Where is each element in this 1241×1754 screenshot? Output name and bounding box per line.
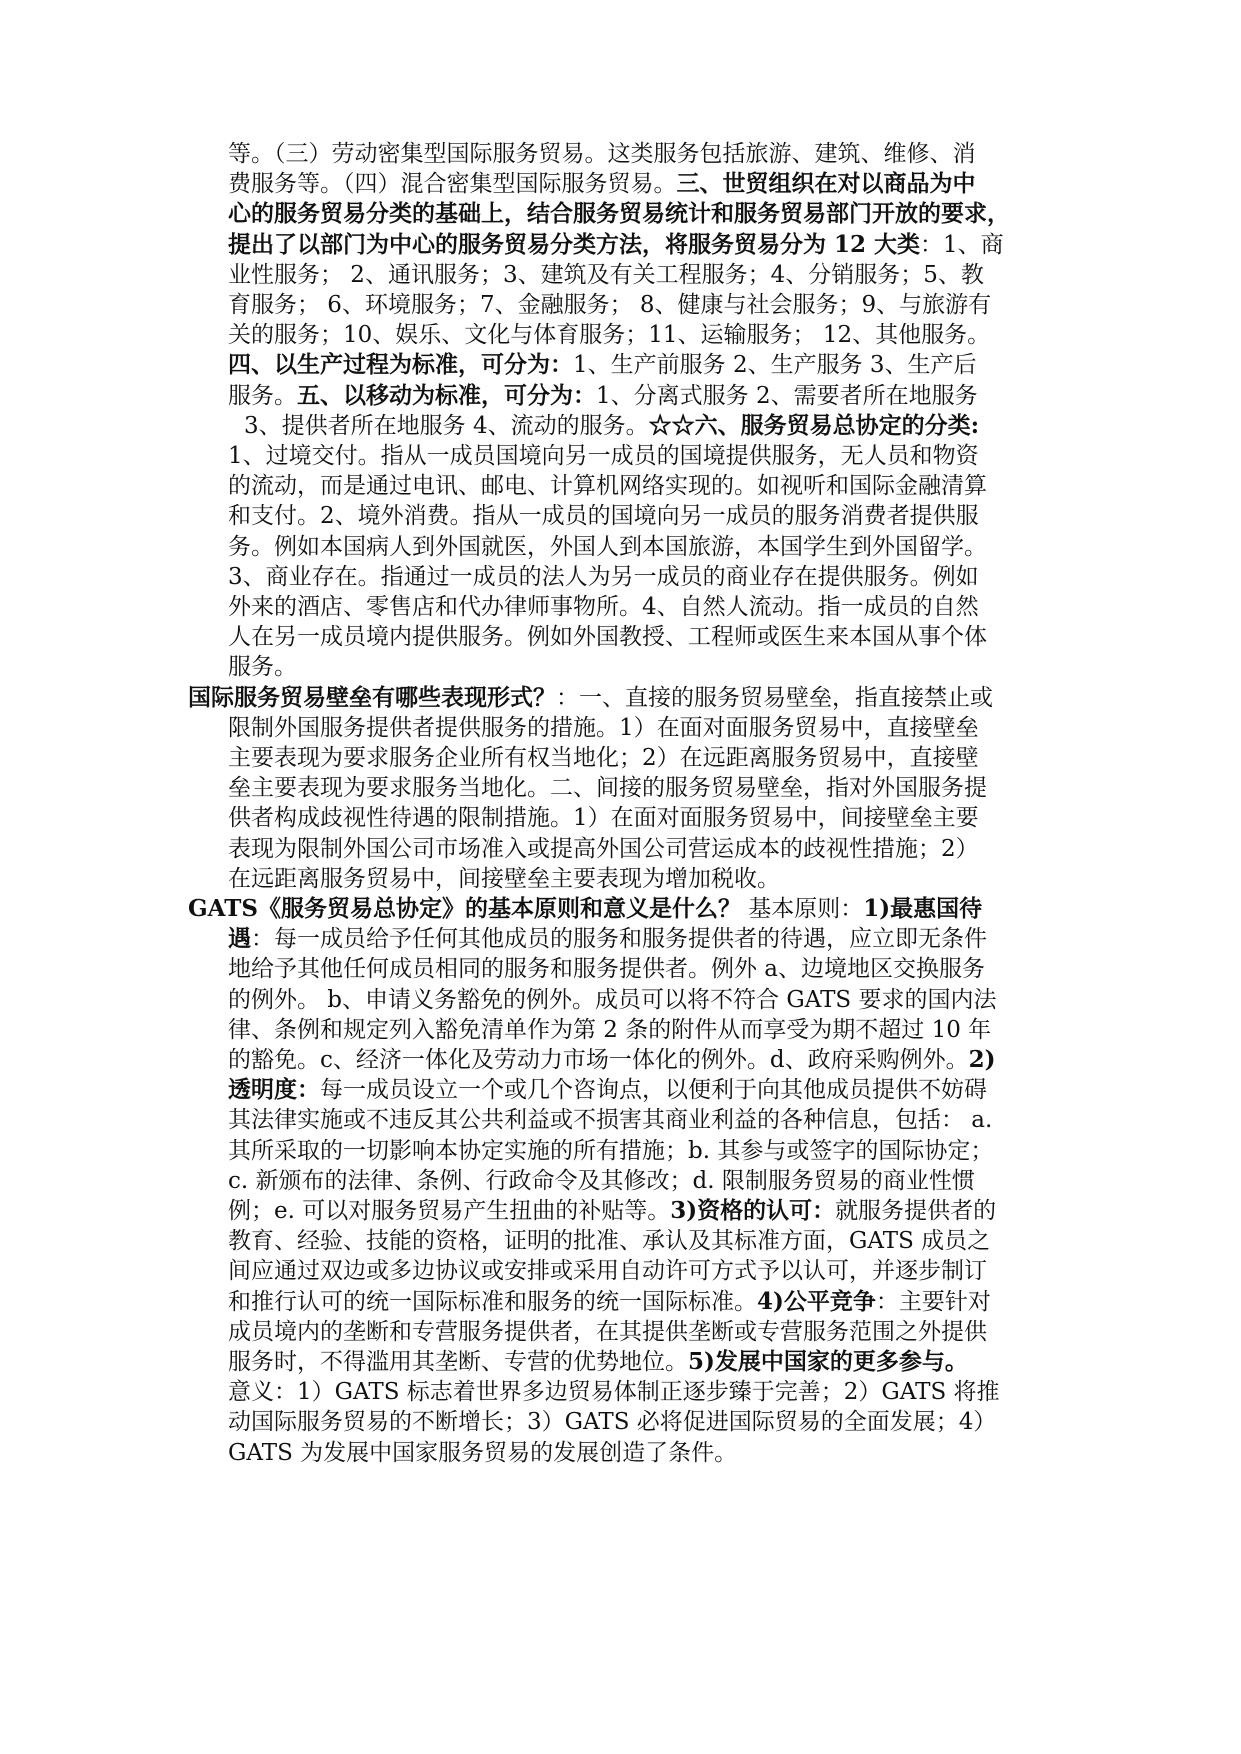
text-segment: 间应通过双边或多边协议或安排或采用自动许可方式予以认可，并逐步制订 xyxy=(228,1258,987,1285)
bold-text: 4)公平竞争 xyxy=(757,1287,876,1315)
text-line xyxy=(228,1436,737,1470)
text-segment: 务。例如本国病人到外国就医，外国人到本国旅游，本国学生到外国留学。 xyxy=(228,533,987,560)
text-line xyxy=(228,1405,996,1439)
text-line xyxy=(228,1103,992,1137)
text-line xyxy=(228,590,979,624)
text-segment: 的豁免。c、经济一体化及劳动力市场一体化的例外。d、政府采购例外。 xyxy=(228,1047,969,1073)
text-line xyxy=(228,228,1004,262)
text-segment: 人在另一成员境内提供服务。例如外国教授、工程师或医生来本国从事个体 xyxy=(228,624,987,651)
text-line xyxy=(244,409,979,443)
text-segment: 和支付。2、境外消费。指从一成员的国境向另一成员的服务消费者提供服 xyxy=(228,503,979,530)
bold-text: 1)最惠国待 xyxy=(863,895,983,922)
text-segment: ：一、直接的服务贸易壁垒，指直接禁止或 xyxy=(556,684,993,711)
text-segment: 律、条例和规定列入豁免清单作为第 2 条的附件从而享受为期不超过 10 年 xyxy=(228,1016,992,1043)
text-line xyxy=(228,862,780,896)
text-line xyxy=(228,620,987,654)
bold-text: 3)资格的认可： xyxy=(670,1197,836,1224)
text-line xyxy=(228,1285,991,1319)
bold-text: 四、以生产过程为标准，可分为： xyxy=(228,351,573,379)
text-segment: c. 新颁布的法律、条例、行政命令及其修改；d. 限制服务贸易的商业性惯 xyxy=(228,1167,975,1194)
bold-text: 提出了以部门为中心的服务贸易分类方法，将服务贸易分为 12 大类 xyxy=(228,230,921,258)
text-line xyxy=(228,137,976,171)
text-line xyxy=(228,348,977,382)
text-line xyxy=(228,1224,990,1258)
text-line xyxy=(228,983,996,1017)
text-segment: 的例外。 b、申请义务豁免的例外。成员可以将不符合 GATS 要求的国内法 xyxy=(228,986,997,1013)
bold-text: 五、以移动为标准，可分为： xyxy=(297,381,596,409)
text-line xyxy=(188,892,982,926)
text-line xyxy=(228,1013,991,1047)
text-line xyxy=(228,1254,987,1288)
text-line xyxy=(188,681,993,715)
text-segment: 等。（三）劳动密集型国际服务贸易。这类服务包括旅游、建筑、维修、消 xyxy=(228,141,976,167)
bold-text: ☆☆六、服务贸易总协定的分类: xyxy=(648,411,980,439)
text-segment: GATS 为发展中国家服务贸易的发展创造了条件。 xyxy=(228,1439,738,1466)
text-line xyxy=(228,499,979,533)
text-segment: 教育、经验、技能的资格，证明的批准、承认及其标准方面，GATS 成员之 xyxy=(228,1228,991,1255)
text-segment: 服务时，不得滥用其垄断、专营的优势地位。 xyxy=(228,1349,688,1375)
text-segment: 外来的酒店、零售店和代办律师事物所。4、自然人流动。指一成员的自然 xyxy=(228,594,979,620)
text-line xyxy=(228,1164,975,1198)
text-segment: 成员境内的垄断和专营服务提供者，在其提供垄断或专营服务范围之外提供 xyxy=(228,1318,987,1345)
text-segment: 地给予其他任何成员相同的服务和服务提供者。例外 a、边境地区交换服务 xyxy=(228,956,986,983)
bold-text: 心的服务贸易分类的基础上，结合服务贸易统计和服务贸易部门开放的要求， xyxy=(228,200,1010,228)
text-segment: 和推行认可的统一国际标准和服务的统一国际标准。 xyxy=(228,1288,757,1315)
text-line xyxy=(228,952,985,986)
text-line xyxy=(228,1073,987,1107)
text-segment: 每一成员设立一个或几个咨询点，以便利于向其他成员提供不妨碍 xyxy=(320,1077,987,1104)
text-segment: 育服务； 6、环境服务；7、金融服务； 8、健康与社会服务；9、与旅游有 xyxy=(228,292,992,318)
bold-text: 国际服务贸易壁垒有哪些表现形式？ xyxy=(188,683,556,711)
text-segment: 在远距离服务贸易中，间接壁垒主要表现为增加税收。 xyxy=(228,865,780,892)
bold-text: 5)发展中国家的更多参与。 xyxy=(688,1348,968,1375)
bold-text: 遇 xyxy=(228,925,251,953)
text-line xyxy=(228,771,987,805)
text-line xyxy=(228,1315,987,1349)
text-line xyxy=(228,1375,1000,1409)
text-line xyxy=(228,1194,996,1228)
text-line xyxy=(228,832,979,866)
text-line xyxy=(228,197,1010,231)
text-segment: 1、过境交付。指从一成员国境向另一成员的国境提供服务，无人员和物资 xyxy=(228,443,979,469)
bold-text: 2) xyxy=(968,1046,996,1073)
text-line xyxy=(228,1345,968,1379)
text-segment: 关的服务；10、娱乐、文化与体育服务；11、运输服务； 12、其他服务。 xyxy=(228,322,991,349)
text-line xyxy=(228,288,991,322)
text-segment: 3、商业存在。指通过一成员的法人为另一成员的商业存在提供服务。例如 xyxy=(228,563,979,590)
text-segment: ：主要针对 xyxy=(875,1288,991,1315)
text-line xyxy=(228,922,987,956)
text-segment: 3、提供者所在地服务 4、流动的服务。 xyxy=(244,412,649,439)
text-segment: 1、分离式服务 2、需要者所在地服务 xyxy=(596,382,978,409)
text-line xyxy=(228,167,976,201)
text-line xyxy=(228,318,990,352)
text-line xyxy=(228,379,978,413)
text-segment: 意义：1）GATS 标志着世界多边贸易体制正逐步臻于完善；2）GATS 将推 xyxy=(228,1379,1000,1406)
text-segment: 其所采取的一切影响本协定实施的所有措施；b. 其参与或签字的国际协定； xyxy=(228,1137,994,1164)
text-segment: ：1、商 xyxy=(920,231,1004,258)
text-line xyxy=(228,258,984,292)
text-segment: 表现为限制外国公司市场准入或提高外国公司营运成本的歧视性措施；2） xyxy=(228,835,979,862)
text-segment: 服务。 xyxy=(228,382,297,409)
text-line xyxy=(228,1043,996,1077)
text-line xyxy=(228,801,979,835)
text-line xyxy=(228,560,979,594)
text-line xyxy=(228,1134,993,1168)
text-segment: 的流动，而是通过电讯、邮电、计算机网络实现的。如视听和国际金融清算 xyxy=(228,473,987,500)
text-segment: 就服务提供者的 xyxy=(835,1198,997,1224)
text-segment: 基本原则： xyxy=(740,896,864,922)
text-segment: 其法律实施或不违反其公共利益或不损害其商业利益的各种信息，包括： a. xyxy=(228,1107,993,1134)
text-line xyxy=(228,530,987,564)
text-line xyxy=(228,650,297,684)
text-segment: 主要表现为要求服务企业所有权当地化；2）在远距离服务贸易中，直接壁 xyxy=(228,745,979,771)
text-segment: 例；e. 可以对服务贸易产生扭曲的补贴等。 xyxy=(228,1198,671,1224)
text-segment: 动国际服务贸易的不断增长；3）GATS 必将促进国际贸易的全面发展；4） xyxy=(228,1409,997,1436)
text-segment: 1、生产前服务 2、生产服务 3、生产后 xyxy=(573,352,977,379)
bold-text: GATS《服务贸易总协定》的基本原则和意义是什么？ xyxy=(188,895,741,922)
text-segment: 服务。 xyxy=(228,654,297,681)
text-segment: 费服务等。（四）混合密集型国际服务贸易。 xyxy=(228,171,677,198)
bold-text: 三、世贸组织在对以商品为中 xyxy=(676,170,976,198)
text-line xyxy=(228,741,979,775)
text-line xyxy=(228,439,979,473)
text-segment: 业性服务； 2、通讯服务；3、建筑及有关工程服务；4、分销服务；5、教 xyxy=(228,261,984,288)
text-line xyxy=(228,469,987,503)
text-segment: 供者构成歧视性待遇的限制措施。1）在面对面服务贸易中，间接壁垒主要 xyxy=(228,805,979,832)
text-line xyxy=(228,711,979,745)
text-segment: ：每一成员给予任何其他成员的服务和服务提供者的待遇，应立即无条件 xyxy=(251,926,987,953)
text-segment: 限制外国服务提供者提供服务的措施。1）在面对面服务贸易中，直接壁垒 xyxy=(228,714,979,741)
bold-text: 透明度： xyxy=(228,1076,320,1104)
text-segment: 垒主要表现为要求服务当地化。二、间接的服务贸易壁垒，指对外国服务提 xyxy=(228,775,987,802)
